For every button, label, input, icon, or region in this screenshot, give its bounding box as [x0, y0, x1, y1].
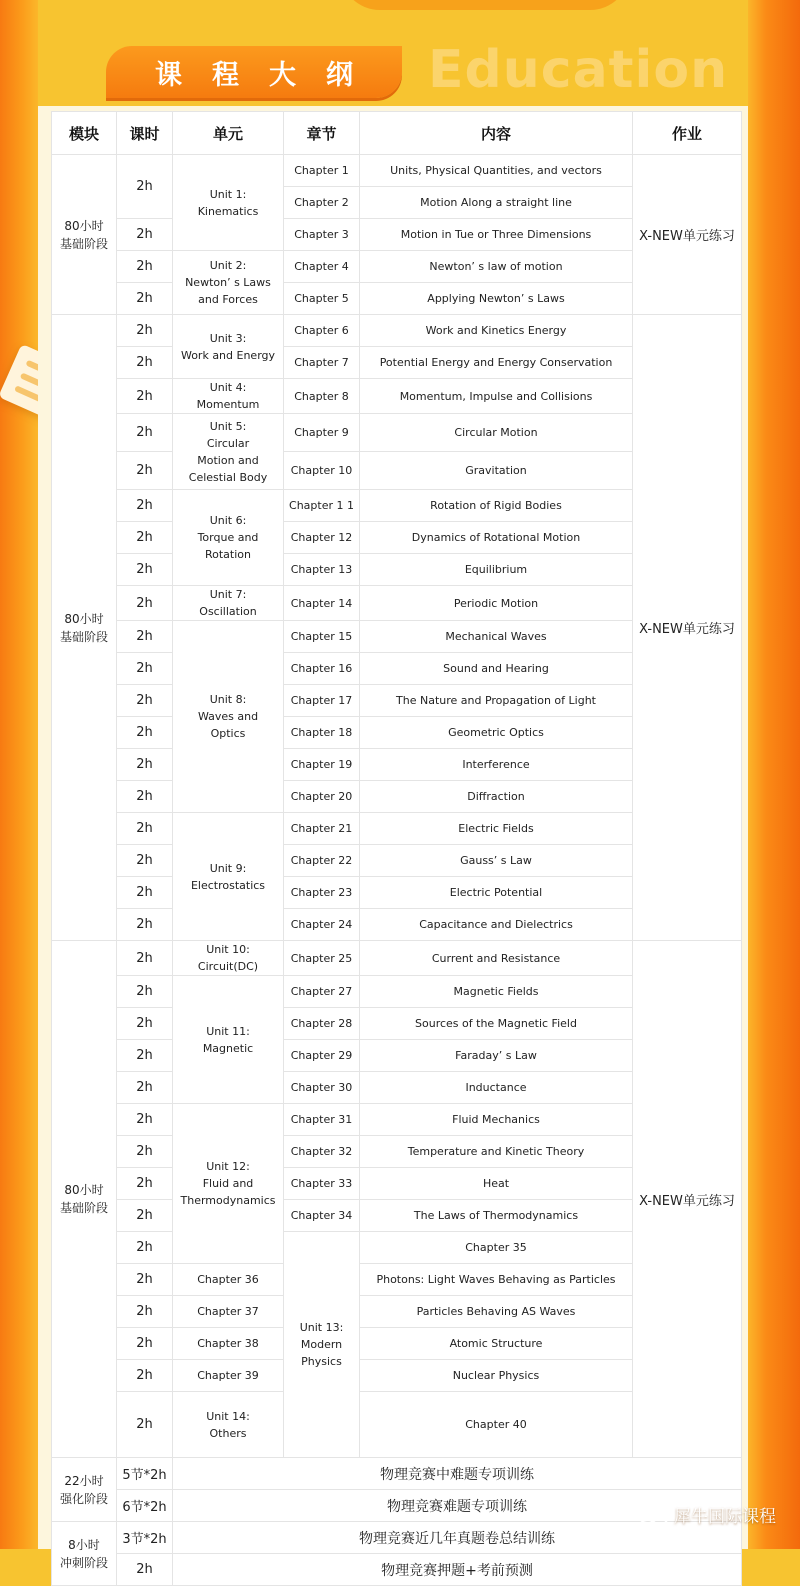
content-cell: Sources of the Magnetic Field — [360, 1008, 633, 1040]
unit-cell: Unit 11: Magnetic — [173, 976, 284, 1104]
training-content-cell: 物理竞赛押题+考前预测 — [173, 1554, 742, 1586]
hours-cell: 2h — [117, 717, 173, 749]
content-cell: Faraday’ s Law — [360, 1040, 633, 1072]
header-content: 内容 — [360, 112, 633, 155]
chapter-cell: Chapter 4 — [284, 251, 360, 283]
chapter-cell: Chapter 29 — [284, 1040, 360, 1072]
chapter-cell: Chapter 7 — [284, 347, 360, 379]
header-homework: 作业 — [633, 112, 742, 155]
right-border-decoration — [748, 0, 800, 1549]
header-unit: 单元 — [173, 112, 284, 155]
content-cell: Geometric Optics — [360, 717, 633, 749]
chapter-cell: Chapter 30 — [284, 1072, 360, 1104]
homework-cell: X-NEW单元练习 — [633, 155, 742, 315]
hours-cell: 6节*2h — [117, 1490, 173, 1522]
content-cell: Gravitation — [360, 452, 633, 490]
hours-cell: 2h — [117, 586, 173, 621]
content-cell: Work and Kinetics Energy — [360, 315, 633, 347]
syllabus-table — [51, 111, 742, 1586]
hours-cell: 3节*2h — [117, 1522, 173, 1554]
hours-cell: 2h — [117, 1296, 173, 1328]
chapter-cell: Chapter 28 — [284, 1008, 360, 1040]
content-cell: Particles Behaving AS Waves — [360, 1296, 633, 1328]
hours-cell: 2h — [117, 315, 173, 347]
header-chapter: 章节 — [284, 112, 360, 155]
left-border-decoration — [0, 0, 38, 1549]
content-cell: Newton’ s law of motion — [360, 251, 633, 283]
training-content-cell: 物理竞赛近几年真题卷总结训练 — [173, 1522, 742, 1554]
hours-cell: 2h — [117, 1136, 173, 1168]
content-cell: Circular Motion — [360, 414, 633, 452]
content-cell: Electric Potential — [360, 877, 633, 909]
unit-cell: Unit 2: Newton’ s Laws and Forces — [173, 251, 284, 315]
content-cell: Magnetic Fields — [360, 976, 633, 1008]
content-cell: Momentum, Impulse and Collisions — [360, 379, 633, 414]
unit-cell: Unit 13: Modern Physics — [284, 1232, 360, 1458]
content-cell: Fluid Mechanics — [360, 1104, 633, 1136]
chapter-cell: Chapter 15 — [284, 621, 360, 653]
training-content-cell: 物理竞赛中难题专项训练 — [173, 1458, 742, 1490]
content-cell: Motion Along a straight line — [360, 187, 633, 219]
content-cell: Capacitance and Dielectrics — [360, 909, 633, 941]
unit-cell: Unit 7: Oscillation — [173, 586, 284, 621]
hours-cell: 2h — [117, 877, 173, 909]
homework-cell: X-NEW单元练习 — [633, 315, 742, 941]
hours-cell: 2h — [117, 1104, 173, 1136]
chapter-cell: Chapter 19 — [284, 749, 360, 781]
chapter-cell: Chapter 13 — [284, 554, 360, 586]
hours-cell: 2h — [117, 909, 173, 941]
hours-cell: 2h — [117, 1264, 173, 1296]
content-cell: Mechanical Waves — [360, 621, 633, 653]
unit-cell: Unit 10: Circuit(DC) — [173, 941, 284, 976]
hours-cell: 2h — [117, 1040, 173, 1072]
table-row — [52, 1458, 742, 1490]
chapter-cell: Chapter 37 — [173, 1296, 284, 1328]
hours-cell: 2h — [117, 941, 173, 976]
content-cell: Potential Energy and Energy Conservation — [360, 347, 633, 379]
hours-cell: 2h — [117, 749, 173, 781]
content-cell: Diffraction — [360, 781, 633, 813]
chapter-cell: Chapter 1 — [284, 155, 360, 187]
hours-cell: 2h — [117, 251, 173, 283]
content-cell: Interference — [360, 749, 633, 781]
chapter-cell: Chapter 22 — [284, 845, 360, 877]
unit-cell: Unit 1: Kinematics — [173, 155, 284, 251]
chapter-cell: Chapter 39 — [173, 1360, 284, 1392]
chapter-cell: Chapter 2 — [284, 187, 360, 219]
content-cell: Gauss’ s Law — [360, 845, 633, 877]
chapter-cell: Chapter 25 — [284, 941, 360, 976]
hours-cell: 2h — [117, 1008, 173, 1040]
module-cell: 80小时 基础阶段 — [52, 155, 117, 315]
chapter-cell: Chapter 6 — [284, 315, 360, 347]
hours-cell: 2h — [117, 1328, 173, 1360]
hours-cell: 2h — [117, 621, 173, 653]
unit-cell: Unit 8: Waves and Optics — [173, 621, 284, 813]
hours-cell: 2h — [117, 155, 173, 219]
chapter-cell: Chapter 32 — [284, 1136, 360, 1168]
hours-cell: 2h — [117, 781, 173, 813]
chapter-cell: Chapter 36 — [173, 1264, 284, 1296]
hours-cell: 2h — [117, 813, 173, 845]
chapter-cell: Chapter 1 1 — [284, 490, 360, 522]
content-cell: Photons: Light Waves Behaving as Particles — [360, 1264, 633, 1296]
unit-cell: Unit 6: Torque and Rotation — [173, 490, 284, 586]
hours-cell: 2h — [117, 283, 173, 315]
module-cell: 80小时 基础阶段 — [52, 941, 117, 1458]
header-module: 模块 — [52, 112, 117, 155]
chapter-cell: Chapter 34 — [284, 1200, 360, 1232]
chapter-cell: Chapter 24 — [284, 909, 360, 941]
table-row — [52, 941, 742, 976]
chapter-cell: Chapter 35 — [360, 1232, 633, 1264]
table-row — [52, 155, 742, 187]
section-title: 课程大纲 — [155, 59, 383, 91]
content-cell: Atomic Structure — [360, 1328, 633, 1360]
table-row — [52, 315, 742, 347]
chapter-cell: Chapter 31 — [284, 1104, 360, 1136]
hours-cell: 2h — [117, 522, 173, 554]
content-cell: Inductance — [360, 1072, 633, 1104]
wechat-icon — [638, 1505, 668, 1525]
chapter-cell: Chapter 16 — [284, 653, 360, 685]
chapter-cell: Chapter 17 — [284, 685, 360, 717]
hours-cell: 2h — [117, 1168, 173, 1200]
hours-cell: 2h — [117, 414, 173, 452]
chapter-cell: Chapter 5 — [284, 283, 360, 315]
chapter-cell: Chapter 40 — [360, 1392, 633, 1458]
module-cell: 8小时 冲刺阶段 — [52, 1522, 117, 1586]
content-cell: Periodic Motion — [360, 586, 633, 621]
chapter-cell: Chapter 18 — [284, 717, 360, 749]
hours-cell: 2h — [117, 379, 173, 414]
chapter-cell: Chapter 38 — [173, 1328, 284, 1360]
chapter-cell: Chapter 9 — [284, 414, 360, 452]
chapter-cell: Chapter 3 — [284, 219, 360, 251]
module-cell: 22小时 强化阶段 — [52, 1458, 117, 1522]
content-cell: Current and Resistance — [360, 941, 633, 976]
hours-cell: 2h — [117, 1200, 173, 1232]
chapter-cell: Chapter 21 — [284, 813, 360, 845]
hours-cell: 2h — [117, 347, 173, 379]
chapter-cell: Chapter 20 — [284, 781, 360, 813]
hours-cell: 2h — [117, 1072, 173, 1104]
unit-cell: Unit 14: Others — [173, 1392, 284, 1458]
content-cell: Temperature and Kinetic Theory — [360, 1136, 633, 1168]
unit-cell: Unit 4: Momentum — [173, 379, 284, 414]
content-cell: Heat — [360, 1168, 633, 1200]
hours-cell: 2h — [117, 653, 173, 685]
content-cell: Applying Newton’ s Laws — [360, 283, 633, 315]
section-title-banner — [106, 46, 402, 98]
chapter-cell: Chapter 10 — [284, 452, 360, 490]
chapter-cell: Chapter 14 — [284, 586, 360, 621]
education-wordmark: Education — [428, 40, 729, 100]
watermark-text: 犀牛国际课程 — [674, 1507, 776, 1527]
unit-cell: Unit 9: Electrostatics — [173, 813, 284, 941]
hours-cell: 2h — [117, 685, 173, 717]
chapter-cell: Chapter 27 — [284, 976, 360, 1008]
hours-cell: 2h — [117, 452, 173, 490]
content-cell: Motion in Tue or Three Dimensions — [360, 219, 633, 251]
hours-cell: 2h — [117, 1392, 173, 1458]
hours-cell: 2h — [117, 1554, 173, 1586]
content-cell: Sound and Hearing — [360, 653, 633, 685]
content-cell: Units, Physical Quantities, and vectors — [360, 155, 633, 187]
hours-cell: 2h — [117, 845, 173, 877]
content-cell: Rotation of Rigid Bodies — [360, 490, 633, 522]
content-cell: Dynamics of Rotational Motion — [360, 522, 633, 554]
hours-cell: 5节*2h — [117, 1458, 173, 1490]
chapter-cell: Chapter 8 — [284, 379, 360, 414]
content-cell: Electric Fields — [360, 813, 633, 845]
module-cell: 80小时 基础阶段 — [52, 315, 117, 941]
table-header-row — [52, 112, 742, 155]
hours-cell: 2h — [117, 490, 173, 522]
content-cell: Nuclear Physics — [360, 1360, 633, 1392]
watermark — [638, 1502, 776, 1527]
content-cell: Equilibrium — [360, 554, 633, 586]
unit-cell: Unit 12: Fluid and Thermodynamics — [173, 1104, 284, 1264]
hours-cell: 2h — [117, 1232, 173, 1264]
hours-cell: 2h — [117, 1360, 173, 1392]
unit-cell: Unit 3: Work and Energy — [173, 315, 284, 379]
content-cell: The Nature and Propagation of Light — [360, 685, 633, 717]
chapter-cell: Chapter 12 — [284, 522, 360, 554]
header-hours: 课时 — [117, 112, 173, 155]
chapter-cell: Chapter 23 — [284, 877, 360, 909]
unit-cell: Unit 5: Circular Motion and Celestial Body — [173, 414, 284, 490]
table-row — [52, 1554, 742, 1586]
hours-cell: 2h — [117, 976, 173, 1008]
hours-cell: 2h — [117, 219, 173, 251]
chapter-cell: Chapter 33 — [284, 1168, 360, 1200]
homework-cell: X-NEW单元练习 — [633, 941, 742, 1458]
training-content-cell: 物理竞赛难题专项训练 — [173, 1490, 742, 1522]
hours-cell: 2h — [117, 554, 173, 586]
content-cell: The Laws of Thermodynamics — [360, 1200, 633, 1232]
top-ribbon-decoration — [340, 0, 630, 10]
